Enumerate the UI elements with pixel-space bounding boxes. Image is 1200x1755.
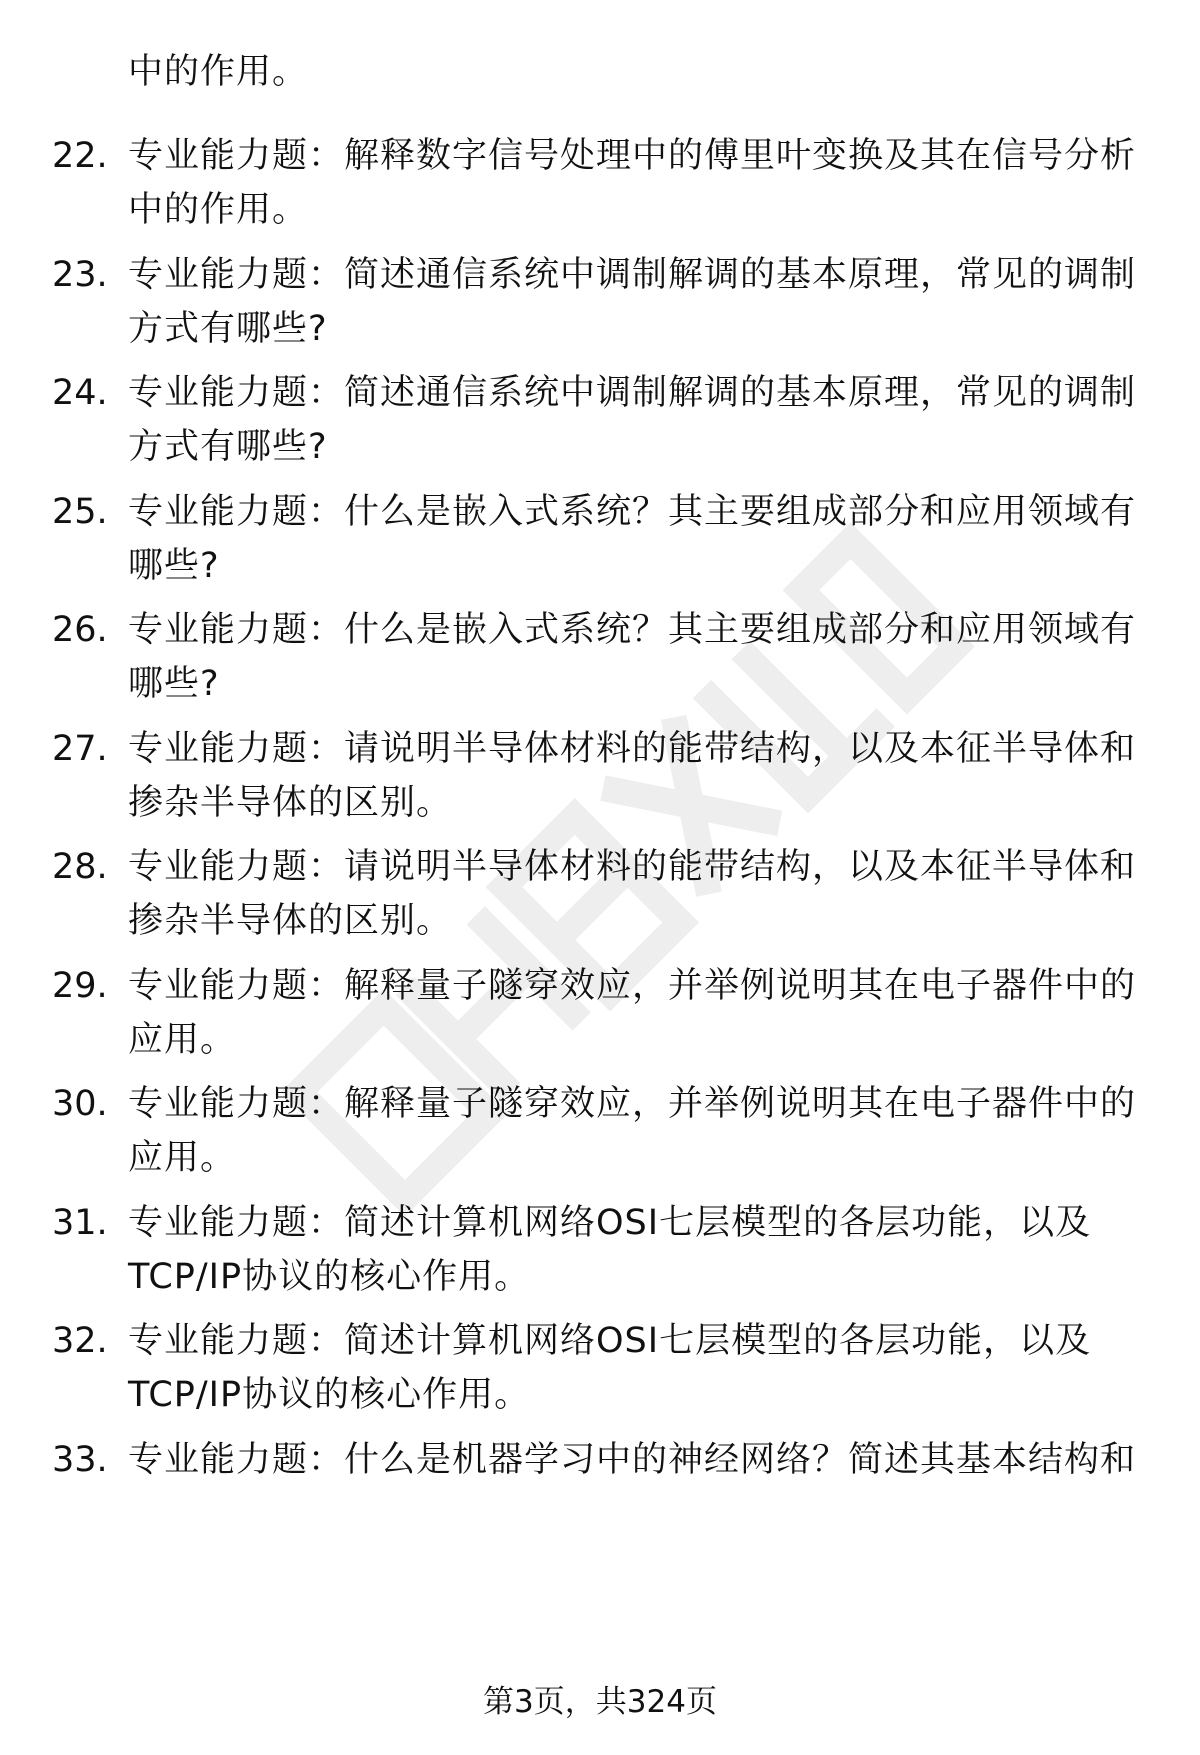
question-text-line2: TCP/IP协议的核心作用。 [128, 1375, 531, 1415]
question-text-line1: 专业能力题：解释量子隧穿效应，并举例说明其在电子器件中的 [128, 966, 1137, 1006]
question-number: 30. [52, 1084, 108, 1124]
question-text-line1: 专业能力题：请说明半导体材料的能带结构，以及本征半导体和 [128, 729, 1137, 769]
question-number: 22. [52, 136, 108, 176]
question-text-line1: 专业能力题：简述通信系统中调制解调的基本原理，常见的调制 [128, 255, 1137, 295]
question-number: 33. [52, 1440, 108, 1480]
question-text-line1: 专业能力题：简述计算机网络OSI七层模型的各层功能，以及 [128, 1203, 1092, 1243]
question-number: 27. [52, 729, 108, 769]
question-text-line1: 专业能力题：简述计算机网络OSI七层模型的各层功能，以及 [128, 1321, 1092, 1361]
question-text-line2: 掺杂半导体的区别。 [128, 901, 453, 941]
question-text-line2: 哪些? [128, 546, 220, 586]
page-number: 第3页，共324页 [483, 1684, 717, 1720]
question-text-line1: 专业能力题：什么是嵌入式系统？其主要组成部分和应用领域有 [128, 610, 1137, 650]
question-text-line1: 专业能力题：什么是机器学习中的神经网络？简述其基本结构和 [128, 1440, 1137, 1480]
question-text-line2: 方式有哪些? [128, 309, 328, 349]
question-text-line2: 哪些? [128, 664, 220, 704]
question-number: 31. [52, 1203, 108, 1243]
continuation-line: 中的作用。 [128, 52, 309, 92]
question-text-line1: 专业能力题：什么是嵌入式系统？其主要组成部分和应用领域有 [128, 492, 1137, 532]
question-text-line1: 专业能力题：解释量子隧穿效应，并举例说明其在电子器件中的 [128, 1084, 1137, 1124]
question-number: 25. [52, 492, 108, 532]
question-number: 26. [52, 610, 108, 650]
question-number: 23. [52, 255, 108, 295]
question-text-line2: 应用。 [128, 1020, 237, 1060]
question-text-line2: 中的作用。 [128, 190, 309, 230]
question-text-line2: 掺杂半导体的区别。 [128, 783, 453, 823]
question-text-line2: 方式有哪些? [128, 427, 328, 467]
question-number: 24. [52, 373, 108, 413]
question-text-line1: 专业能力题：解释数字信号处理中的傅里叶变换及其在信号分析 [128, 136, 1137, 176]
question-number: 32. [52, 1321, 108, 1361]
question-text-line1: 专业能力题：简述通信系统中调制解调的基本原理，常见的调制 [128, 373, 1137, 413]
question-number: 29. [52, 966, 108, 1006]
question-text-line2: 应用。 [128, 1138, 237, 1178]
question-text-line2: TCP/IP协议的核心作用。 [128, 1257, 531, 1297]
question-number: 28. [52, 847, 108, 887]
question-text-line1: 专业能力题：请说明半导体材料的能带结构，以及本征半导体和 [128, 847, 1137, 887]
